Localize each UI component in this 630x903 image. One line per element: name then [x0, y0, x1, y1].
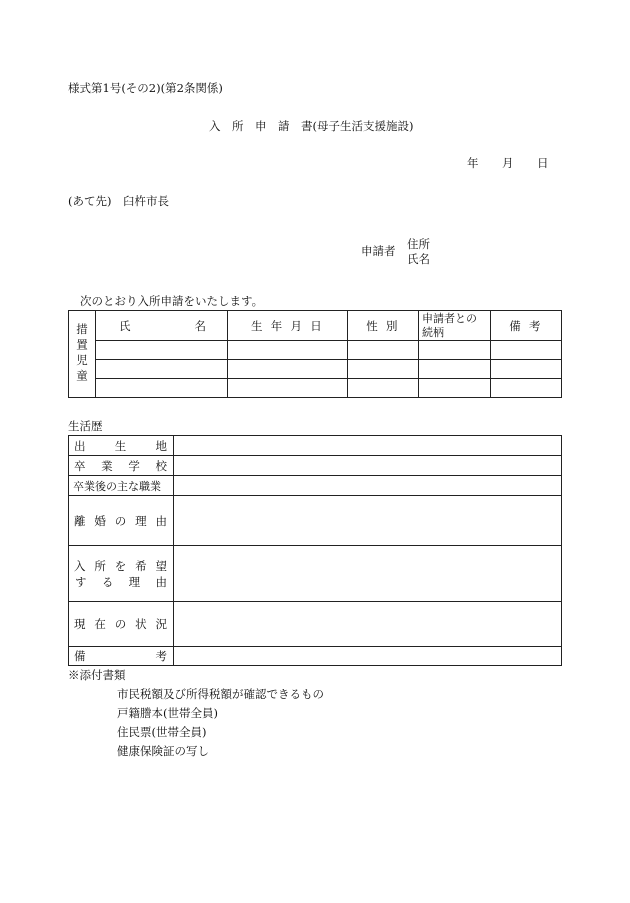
table-row — [69, 341, 562, 360]
attachment-item: 住民票(世帯全員) — [117, 725, 207, 739]
cell-name[interactable] — [96, 379, 228, 398]
applicant-label: 申請者 — [361, 244, 396, 258]
header-sex: 性 別 — [348, 311, 419, 341]
applicant-address-label: 住所 — [407, 237, 430, 251]
history-row — [69, 456, 562, 476]
addressee: (あて先) 臼杵市長 — [68, 194, 169, 208]
history-label-current: 現在の状況 — [69, 602, 174, 647]
header-name: 氏 名 — [96, 311, 228, 341]
attachment-item: 市民税額及び所得税額が確認できるもの — [117, 687, 324, 701]
cell-dob[interactable] — [228, 341, 348, 360]
history-label-reason-line2: する理由 — [75, 574, 167, 589]
cell-remarks[interactable] — [491, 360, 562, 379]
table-row — [69, 379, 562, 398]
children-side-label: 措置児童 — [69, 311, 96, 398]
cell-relation[interactable] — [419, 360, 491, 379]
cell-relation[interactable] — [419, 379, 491, 398]
history-row — [69, 602, 562, 647]
history-value-current[interactable] — [174, 602, 562, 647]
form-title: 入 所 申 請 書(母子生活支援施設) — [209, 119, 414, 133]
cell-sex[interactable] — [348, 360, 419, 379]
cell-sex[interactable] — [348, 341, 419, 360]
history-row — [69, 647, 562, 666]
date-day: 日 — [537, 156, 549, 170]
history-table — [68, 435, 562, 666]
history-label-reason — [69, 546, 174, 602]
cell-dob[interactable] — [228, 379, 348, 398]
history-value-school[interactable] — [174, 456, 562, 476]
history-label-reason-line1: 入所を希望 — [74, 558, 167, 573]
date-month: 月 — [502, 156, 514, 170]
history-value-occupation[interactable] — [174, 476, 562, 496]
cell-name[interactable] — [96, 360, 228, 379]
attachment-item: 健康保険証の写し — [117, 744, 209, 758]
date-year: 年 — [467, 156, 479, 170]
history-value-remarks[interactable] — [174, 647, 562, 666]
history-row — [69, 496, 562, 546]
table-row — [69, 360, 562, 379]
children-table — [68, 310, 562, 398]
history-label-occupation: 卒業後の主な職業 — [69, 476, 174, 496]
history-label-divorce: 離婚の理由 — [69, 496, 174, 546]
form-number: 様式第1号(その2)(第2条関係) — [68, 81, 223, 95]
cell-remarks[interactable] — [491, 341, 562, 360]
header-dob: 生 年 月 日 — [228, 311, 348, 341]
intro-text: 次のとおり入所申請をいたします。 — [80, 294, 264, 308]
history-value-divorce[interactable] — [174, 496, 562, 546]
history-label-birthplace: 出生地 — [69, 436, 174, 456]
cell-relation[interactable] — [419, 341, 491, 360]
attachments-title: ※添付書類 — [68, 668, 126, 682]
history-title: 生活歴 — [68, 419, 103, 433]
history-row — [69, 436, 562, 456]
history-value-birthplace[interactable] — [174, 436, 562, 456]
cell-remarks[interactable] — [491, 379, 562, 398]
cell-name[interactable] — [96, 341, 228, 360]
history-row — [69, 546, 562, 602]
applicant-name-label: 氏名 — [407, 252, 430, 266]
attachment-item: 戸籍謄本(世帯全員) — [117, 706, 218, 720]
history-row — [69, 476, 562, 496]
header-relation: 申請者との続柄 — [419, 311, 491, 341]
cell-dob[interactable] — [228, 360, 348, 379]
cell-sex[interactable] — [348, 379, 419, 398]
header-remarks: 備 考 — [491, 311, 562, 341]
history-label-school: 卒業学校 — [69, 456, 174, 476]
history-label-remarks: 備考 — [69, 647, 174, 666]
history-value-reason[interactable] — [174, 546, 562, 602]
